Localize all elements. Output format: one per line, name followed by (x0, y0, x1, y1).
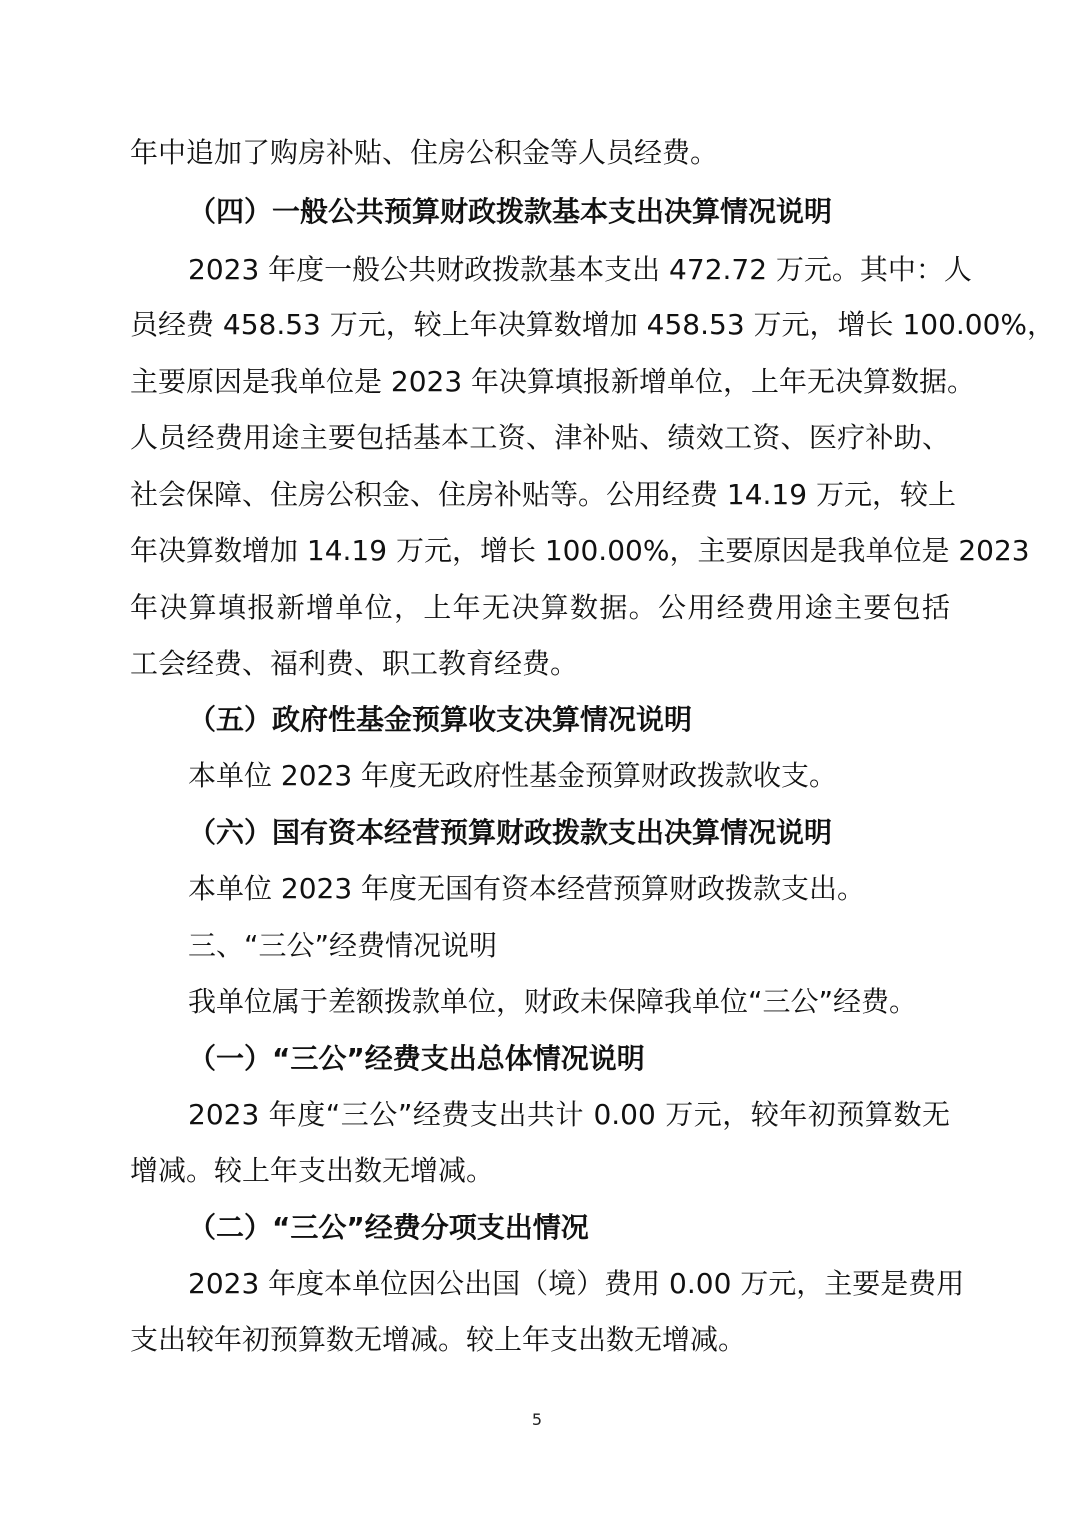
paragraph-line: 支出较年初预算数无增减。较上年支出数无增减。 (130, 1323, 747, 1356)
paragraph-line: 2023 年度本单位因公出国（境）费用 0.00 万元，主要是费用 (188, 1267, 965, 1300)
section-heading: （二）“三公”经费分项支出情况 (188, 1211, 589, 1244)
paragraph-line: 本单位 2023 年度无国有资本经营预算财政拨款支出。 (188, 872, 866, 905)
paragraph-line: 增减。较上年支出数无增减。 (130, 1154, 495, 1187)
paragraph-line: 人员经费用途主要包括基本工资、津补贴、绩效工资、医疗补助、 (130, 421, 950, 454)
section-heading: （一）“三公”经费支出总体情况说明 (188, 1042, 645, 1075)
paragraph-line: 我单位属于差额拨款单位，财政未保障我单位“三公”经费。 (188, 985, 918, 1018)
section-heading: 三、“三公”经费情况说明 (188, 929, 498, 962)
paragraph-line: 年决算数增加 14.19 万元，增长 100.00%，主要原因是我单位是 2023 (130, 534, 1030, 567)
paragraph-line: 主要原因是我单位是 2023 年决算填报新增单位，上年无决算数据。 (130, 365, 976, 398)
paragraph-line: 2023 年度一般公共财政拨款基本支出 472.72 万元。其中：人 (188, 253, 972, 286)
section-heading: （四）一般公共预算财政拨款基本支出决算情况说明 (188, 195, 833, 228)
paragraph-line: 2023 年度“三公”经费支出共计 0.00 万元，较年初预算数无 (188, 1098, 950, 1131)
page-number: 5 (531, 1410, 543, 1429)
section-heading: （五）政府性基金预算收支决算情况说明 (188, 703, 693, 736)
paragraph-line: 工会经费、福利费、职工教育经费。 (130, 647, 579, 680)
paragraph-line: 本单位 2023 年度无政府性基金预算财政拨款收支。 (188, 759, 838, 792)
paragraph-line: 年决算填报新增单位，上年无决算数据。公用经费用途主要包括 (130, 591, 950, 624)
section-heading: （六）国有资本经营预算财政拨款支出决算情况说明 (188, 816, 833, 849)
paragraph-line: 年中追加了购房补贴、住房公积金等人员经费。 (130, 136, 719, 169)
paragraph-line: 员经费 458.53 万元，较上年决算数增加 458.53 万元，增长 100.00%， (130, 308, 1056, 341)
paragraph-line: 社会保障、住房公积金、住房补贴等。公用经费 14.19 万元，较上 (130, 478, 956, 511)
